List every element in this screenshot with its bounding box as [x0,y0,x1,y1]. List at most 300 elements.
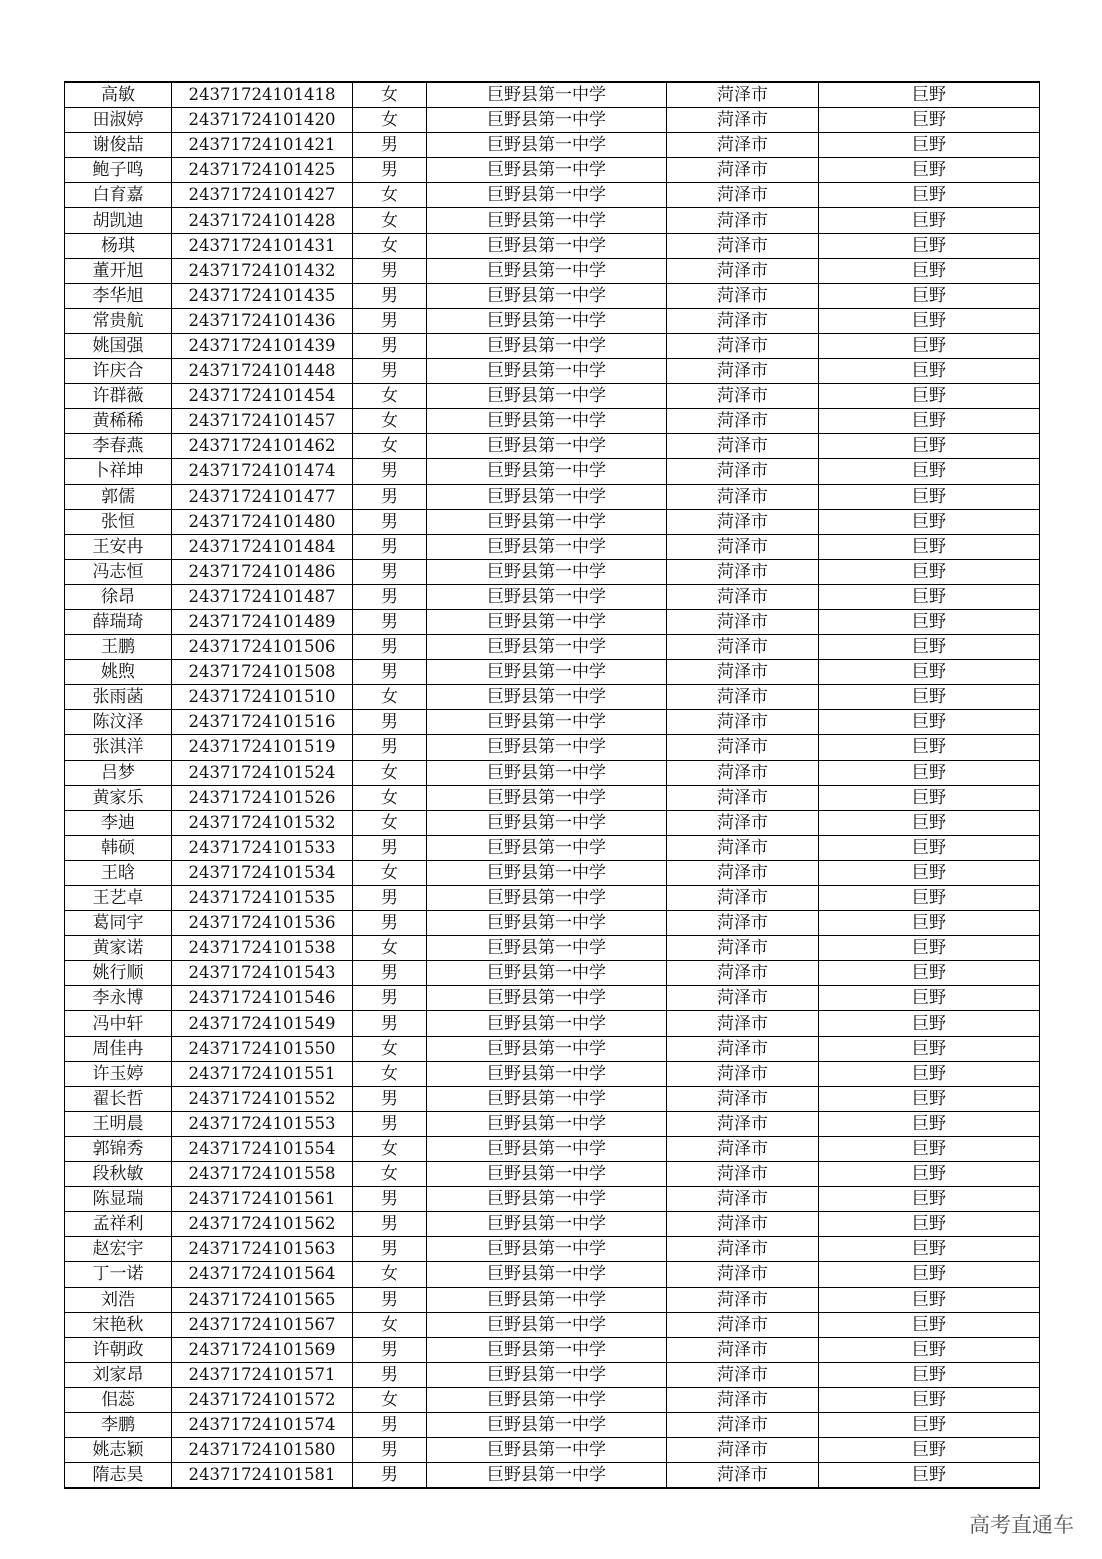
county-cell: 巨野 [819,233,1040,258]
name-cell: 王安冉 [65,534,172,559]
city-cell: 菏泽市 [667,936,819,961]
name-cell: 周佳冉 [65,1036,172,1061]
table-row [65,1412,1040,1437]
gender-cell: 男 [353,1463,427,1489]
name-cell: 黄家乐 [65,785,172,810]
exam-number-cell: 24371724101572 [172,1387,353,1412]
name-cell: 王明晨 [65,1111,172,1136]
exam-number-cell: 24371724101581 [172,1463,353,1489]
exam-number-cell: 24371724101506 [172,635,353,660]
county-cell: 巨野 [819,911,1040,936]
name-cell: 姚国强 [65,333,172,358]
watermark-text: 高考直通车 [969,1513,1074,1537]
name-cell: 段秋敏 [65,1162,172,1187]
exam-number-cell: 24371724101565 [172,1287,353,1312]
name-cell: 姚志颖 [65,1438,172,1463]
exam-number-cell: 24371724101551 [172,1061,353,1086]
exam-number-cell: 24371724101549 [172,1011,353,1036]
name-cell: 白育嘉 [65,183,172,208]
table-row [65,1387,1040,1412]
city-cell: 菏泽市 [667,986,819,1011]
school-cell: 巨野县第一中学 [427,1412,667,1437]
city-cell: 菏泽市 [667,1362,819,1387]
county-cell: 巨野 [819,359,1040,384]
table-row [65,1162,1040,1187]
table-row [65,509,1040,534]
gender-cell: 男 [353,1237,427,1262]
school-cell: 巨野县第一中学 [427,1237,667,1262]
table-row [65,735,1040,760]
exam-number-cell: 24371724101543 [172,961,353,986]
table-row [65,886,1040,911]
table-row [65,1287,1040,1312]
county-cell: 巨野 [819,760,1040,785]
city-cell: 菏泽市 [667,1412,819,1437]
name-cell: 翟长哲 [65,1086,172,1111]
gender-cell: 男 [353,710,427,735]
exam-number-cell: 24371724101486 [172,559,353,584]
gender-cell: 男 [353,333,427,358]
gender-cell: 男 [353,1086,427,1111]
city-cell: 菏泽市 [667,484,819,509]
exam-number-cell: 24371724101480 [172,509,353,534]
exam-number-cell: 24371724101562 [172,1212,353,1237]
gender-cell: 男 [353,735,427,760]
school-cell: 巨野县第一中学 [427,635,667,660]
exam-number-cell: 24371724101571 [172,1362,353,1387]
exam-number-cell: 24371724101538 [172,936,353,961]
city-cell: 菏泽市 [667,559,819,584]
table-row [65,710,1040,735]
city-cell: 菏泽市 [667,1136,819,1161]
exam-number-cell: 24371724101435 [172,283,353,308]
school-cell: 巨野县第一中学 [427,233,667,258]
exam-number-cell: 24371724101526 [172,785,353,810]
school-cell: 巨野县第一中学 [427,484,667,509]
name-cell: 杨琪 [65,233,172,258]
table-row [65,333,1040,358]
table-row [65,609,1040,634]
school-cell: 巨野县第一中学 [427,1337,667,1362]
city-cell: 菏泽市 [667,308,819,333]
name-cell: 黄稀稀 [65,409,172,434]
gender-cell: 男 [353,1412,427,1437]
gender-cell: 女 [353,108,427,133]
name-cell: 吕梦 [65,760,172,785]
county-cell: 巨野 [819,986,1040,1011]
table-row [65,835,1040,860]
gender-cell: 女 [353,1162,427,1187]
gender-cell: 男 [353,308,427,333]
table-row [65,1086,1040,1111]
gender-cell: 男 [353,509,427,534]
gender-cell: 女 [353,936,427,961]
city-cell: 菏泽市 [667,635,819,660]
name-cell: 黄家诺 [65,936,172,961]
school-cell: 巨野县第一中学 [427,409,667,434]
county-cell: 巨野 [819,1387,1040,1412]
name-cell: 陈汶泽 [65,710,172,735]
table-row [65,860,1040,885]
name-cell: 刘家昂 [65,1362,172,1387]
exam-number-cell: 24371724101516 [172,710,353,735]
county-cell: 巨野 [819,1187,1040,1212]
table-row [65,258,1040,283]
gender-cell: 男 [353,1287,427,1312]
exam-number-cell: 24371724101580 [172,1438,353,1463]
school-cell: 巨野县第一中学 [427,660,667,685]
city-cell: 菏泽市 [667,1438,819,1463]
gender-cell: 男 [353,1111,427,1136]
school-cell: 巨野县第一中学 [427,1287,667,1312]
gender-cell: 女 [353,82,427,108]
name-cell: 卜祥坤 [65,459,172,484]
county-cell: 巨野 [819,459,1040,484]
county-cell: 巨野 [819,660,1040,685]
gender-cell: 男 [353,1362,427,1387]
table-row [65,484,1040,509]
gender-cell: 男 [353,158,427,183]
name-cell: 陈显瑞 [65,1187,172,1212]
county-cell: 巨野 [819,1412,1040,1437]
exam-number-cell: 24371724101420 [172,108,353,133]
county-cell: 巨野 [819,534,1040,559]
county-cell: 巨野 [819,409,1040,434]
table-row [65,1136,1040,1161]
table-row [65,308,1040,333]
school-cell: 巨野县第一中学 [427,1438,667,1463]
city-cell: 菏泽市 [667,1187,819,1212]
city-cell: 菏泽市 [667,208,819,233]
exam-number-cell: 24371724101519 [172,735,353,760]
city-cell: 菏泽市 [667,1111,819,1136]
county-cell: 巨野 [819,810,1040,835]
name-cell: 王艺卓 [65,886,172,911]
name-cell: 许群薇 [65,384,172,409]
county-cell: 巨野 [819,1463,1040,1489]
gender-cell: 女 [353,434,427,459]
city-cell: 菏泽市 [667,158,819,183]
name-cell: 高敏 [65,82,172,108]
county-cell: 巨野 [819,860,1040,885]
school-cell: 巨野县第一中学 [427,1463,667,1489]
table-row [65,584,1040,609]
name-cell: 赵宏宇 [65,1237,172,1262]
exam-number-cell: 24371724101574 [172,1412,353,1437]
city-cell: 菏泽市 [667,835,819,860]
gender-cell: 男 [353,1337,427,1362]
county-cell: 巨野 [819,635,1040,660]
name-cell: 郭儒 [65,484,172,509]
table-row [65,133,1040,158]
name-cell: 李永博 [65,986,172,1011]
county-cell: 巨野 [819,735,1040,760]
school-cell: 巨野县第一中学 [427,133,667,158]
gender-cell: 女 [353,384,427,409]
name-cell: 张雨菡 [65,685,172,710]
county-cell: 巨野 [819,886,1040,911]
county-cell: 巨野 [819,434,1040,459]
name-cell: 葛同宇 [65,911,172,936]
gender-cell: 男 [353,886,427,911]
school-cell: 巨野县第一中学 [427,835,667,860]
county-cell: 巨野 [819,484,1040,509]
table-row [65,1036,1040,1061]
city-cell: 菏泽市 [667,886,819,911]
city-cell: 菏泽市 [667,434,819,459]
county-cell: 巨野 [819,1362,1040,1387]
school-cell: 巨野县第一中学 [427,961,667,986]
city-cell: 菏泽市 [667,1162,819,1187]
gender-cell: 女 [353,1387,427,1412]
city-cell: 菏泽市 [667,133,819,158]
county-cell: 巨野 [819,1237,1040,1262]
name-cell: 冯中轩 [65,1011,172,1036]
exam-number-cell: 24371724101489 [172,609,353,634]
gender-cell: 女 [353,233,427,258]
exam-number-cell: 24371724101532 [172,810,353,835]
county-cell: 巨野 [819,559,1040,584]
table-row [65,233,1040,258]
county-cell: 巨野 [819,308,1040,333]
school-cell: 巨野县第一中学 [427,986,667,1011]
exam-number-cell: 24371724101457 [172,409,353,434]
school-cell: 巨野县第一中学 [427,785,667,810]
city-cell: 菏泽市 [667,1061,819,1086]
school-cell: 巨野县第一中学 [427,1036,667,1061]
exam-number-cell: 24371724101567 [172,1312,353,1337]
county-cell: 巨野 [819,785,1040,810]
county-cell: 巨野 [819,183,1040,208]
city-cell: 菏泽市 [667,459,819,484]
name-cell: 许玉婷 [65,1061,172,1086]
exam-number-cell: 24371724101428 [172,208,353,233]
school-cell: 巨野县第一中学 [427,434,667,459]
name-cell: 佀蕊 [65,1387,172,1412]
school-cell: 巨野县第一中学 [427,735,667,760]
exam-number-cell: 24371724101524 [172,760,353,785]
school-cell: 巨野县第一中学 [427,760,667,785]
city-cell: 菏泽市 [667,258,819,283]
name-cell: 张淇洋 [65,735,172,760]
county-cell: 巨野 [819,509,1040,534]
table-row [65,785,1040,810]
county-cell: 巨野 [819,1162,1040,1187]
table-row [65,1438,1040,1463]
school-cell: 巨野县第一中学 [427,1262,667,1287]
city-cell: 菏泽市 [667,1337,819,1362]
city-cell: 菏泽市 [667,1312,819,1337]
name-cell: 王鹏 [65,635,172,660]
school-cell: 巨野县第一中学 [427,108,667,133]
name-cell: 姚行顺 [65,961,172,986]
exam-number-cell: 24371724101474 [172,459,353,484]
exam-number-cell: 24371724101439 [172,333,353,358]
name-cell: 丁一诺 [65,1262,172,1287]
city-cell: 菏泽市 [667,660,819,685]
school-cell: 巨野县第一中学 [427,1111,667,1136]
table-row [65,1312,1040,1337]
city-cell: 菏泽市 [667,1237,819,1262]
county-cell: 巨野 [819,1337,1040,1362]
county-cell: 巨野 [819,1136,1040,1161]
city-cell: 菏泽市 [667,108,819,133]
table-row [65,1011,1040,1036]
county-cell: 巨野 [819,961,1040,986]
exam-number-cell: 24371724101554 [172,1136,353,1161]
exam-number-cell: 24371724101418 [172,82,353,108]
exam-number-cell: 24371724101534 [172,860,353,885]
county-cell: 巨野 [819,384,1040,409]
table-row [65,1262,1040,1287]
school-cell: 巨野县第一中学 [427,559,667,584]
exam-number-cell: 24371724101535 [172,886,353,911]
city-cell: 菏泽市 [667,961,819,986]
county-cell: 巨野 [819,1212,1040,1237]
school-cell: 巨野县第一中学 [427,183,667,208]
city-cell: 菏泽市 [667,860,819,885]
gender-cell: 女 [353,208,427,233]
gender-cell: 女 [353,1036,427,1061]
table-row [65,534,1040,559]
name-cell: 王晗 [65,860,172,885]
city-cell: 菏泽市 [667,710,819,735]
city-cell: 菏泽市 [667,409,819,434]
county-cell: 巨野 [819,1011,1040,1036]
table-row [65,459,1040,484]
name-cell: 李鹏 [65,1412,172,1437]
table-row [65,183,1040,208]
city-cell: 菏泽市 [667,760,819,785]
city-cell: 菏泽市 [667,82,819,108]
table-row [65,409,1040,434]
city-cell: 菏泽市 [667,359,819,384]
name-cell: 鲍子鸣 [65,158,172,183]
exam-number-cell: 24371724101508 [172,660,353,685]
school-cell: 巨野县第一中学 [427,308,667,333]
gender-cell: 女 [353,860,427,885]
table-row [65,1212,1040,1237]
gender-cell: 男 [353,1212,427,1237]
name-cell: 薛瑞琦 [65,609,172,634]
name-cell: 冯志恒 [65,559,172,584]
exam-number-cell: 24371724101431 [172,233,353,258]
school-cell: 巨野县第一中学 [427,710,667,735]
school-cell: 巨野县第一中学 [427,1011,667,1036]
name-cell: 许庆合 [65,359,172,384]
name-cell: 田淑婷 [65,108,172,133]
city-cell: 菏泽市 [667,1463,819,1489]
exam-number-cell: 24371724101550 [172,1036,353,1061]
school-cell: 巨野县第一中学 [427,333,667,358]
table-row [65,961,1040,986]
table-row [65,685,1040,710]
school-cell: 巨野县第一中学 [427,534,667,559]
name-cell: 胡凯迪 [65,208,172,233]
gender-cell: 男 [353,133,427,158]
gender-cell: 男 [353,1187,427,1212]
city-cell: 菏泽市 [667,333,819,358]
gender-cell: 男 [353,484,427,509]
gender-cell: 男 [353,986,427,1011]
city-cell: 菏泽市 [667,283,819,308]
county-cell: 巨野 [819,258,1040,283]
table-row [65,559,1040,584]
city-cell: 菏泽市 [667,685,819,710]
county-cell: 巨野 [819,609,1040,634]
exam-number-cell: 24371724101454 [172,384,353,409]
county-cell: 巨野 [819,333,1040,358]
gender-cell: 女 [353,785,427,810]
county-cell: 巨野 [819,1086,1040,1111]
table-row [65,208,1040,233]
table-row [65,384,1040,409]
table-row [65,82,1040,108]
school-cell: 巨野县第一中学 [427,82,667,108]
table-row [65,660,1040,685]
gender-cell: 男 [353,835,427,860]
county-cell: 巨野 [819,685,1040,710]
exam-number-cell: 24371724101484 [172,534,353,559]
county-cell: 巨野 [819,158,1040,183]
county-cell: 巨野 [819,1438,1040,1463]
city-cell: 菏泽市 [667,534,819,559]
table-row [65,760,1040,785]
gender-cell: 男 [353,584,427,609]
school-cell: 巨野县第一中学 [427,258,667,283]
name-cell: 徐昂 [65,584,172,609]
name-cell: 李春燕 [65,434,172,459]
school-cell: 巨野县第一中学 [427,459,667,484]
gender-cell: 女 [353,1262,427,1287]
city-cell: 菏泽市 [667,1036,819,1061]
county-cell: 巨野 [819,1036,1040,1061]
gender-cell: 男 [353,635,427,660]
school-cell: 巨野县第一中学 [427,1362,667,1387]
exam-number-cell: 24371724101462 [172,434,353,459]
exam-number-cell: 24371724101432 [172,258,353,283]
table-row [65,936,1040,961]
city-cell: 菏泽市 [667,183,819,208]
exam-number-cell: 24371724101477 [172,484,353,509]
table-row [65,1061,1040,1086]
gender-cell: 男 [353,961,427,986]
table-row [65,635,1040,660]
city-cell: 菏泽市 [667,785,819,810]
table-row [65,810,1040,835]
school-cell: 巨野县第一中学 [427,1312,667,1337]
name-cell: 董开旭 [65,258,172,283]
school-cell: 巨野县第一中学 [427,584,667,609]
gender-cell: 男 [353,609,427,634]
school-cell: 巨野县第一中学 [427,609,667,634]
table-row [65,359,1040,384]
school-cell: 巨野县第一中学 [427,1187,667,1212]
name-cell: 许朝政 [65,1337,172,1362]
name-cell: 李迪 [65,810,172,835]
city-cell: 菏泽市 [667,1287,819,1312]
gender-cell: 女 [353,1312,427,1337]
county-cell: 巨野 [819,710,1040,735]
city-cell: 菏泽市 [667,1387,819,1412]
table-row [65,986,1040,1011]
city-cell: 菏泽市 [667,609,819,634]
name-cell: 隋志昊 [65,1463,172,1489]
school-cell: 巨野县第一中学 [427,359,667,384]
exam-number-cell: 24371724101536 [172,911,353,936]
name-cell: 张恒 [65,509,172,534]
county-cell: 巨野 [819,208,1040,233]
